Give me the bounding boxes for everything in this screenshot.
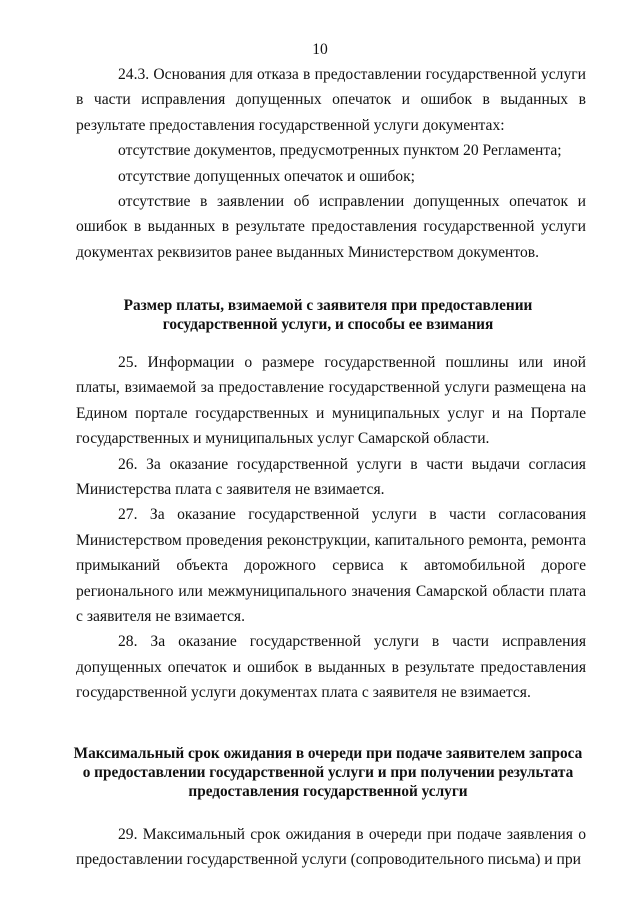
section-queue bbox=[76, 822, 586, 873]
paragraph-24-3: 24.3. Основания для отказа в предоставлении государственной услуги в части исправления допущенных опечаток и ошибок в выданных в результате предоставления государственной услуги документах: bbox=[76, 66, 586, 134]
paragraph-27: 27. За оказание государственной услуги в части согласования Министерством проведения реконструкции, капитального ремонта, ремонта примыканий объекта дорожного сервиса к автомобильной дороге регионального или межмуниципального значения Самарской области плата с заявителя не взимается. bbox=[76, 506, 586, 626]
section-fee bbox=[76, 350, 586, 706]
paragraph-26: 26. За оказание государственной услуги в части выдачи согласия Министерства плата с заявителя не взимается. bbox=[76, 455, 586, 499]
section-heading-fee: Размер платы, взимаемой с заявителя при предоставлении государственной услуги, и способы ее взимания bbox=[123, 297, 533, 333]
paragraph-24-3-item-1: отсутствие документов, предусмотренных пунктом 20 Регламента; bbox=[118, 142, 562, 160]
paragraph-25: 25. Информации о размере государственной пошлины или иной платы, взимаемой за предоставление государственной услуги размещена на Едином портале государственных и муниципальных услуг и на Портале государственных и муниципальных услуг Самарской области. bbox=[76, 354, 586, 448]
paragraph-28: 28. За оказание государственной услуги в части исправления допущенных опечаток и ошибок в выданных в результате предоставления государственной услуги документах плата с заявителя не взимается. bbox=[76, 633, 586, 702]
section-24-3 bbox=[76, 62, 586, 265]
paragraph-24-3-item-2: отсутствие допущенных опечаток и ошибок; bbox=[118, 167, 415, 185]
paragraph-24-3-item-3: отсутствие в заявлении об исправлении допущенных опечаток и ошибок в выданных в результате предоставления государственной услуги документах реквизитов ранее выданных Министерством документов. bbox=[76, 193, 586, 261]
paragraph-29: 29. Максимальный срок ожидания в очереди при подаче заявления о предоставлении государственной услуги (сопроводительного письма) и при bbox=[76, 826, 586, 869]
section-heading-queue: Максимальный срок ожидания в очереди при подаче заявителем запроса о предоставлении государственной услуги и при получении результата предоставления государственной услуги bbox=[73, 745, 583, 800]
page-number: 10 bbox=[312, 41, 328, 58]
